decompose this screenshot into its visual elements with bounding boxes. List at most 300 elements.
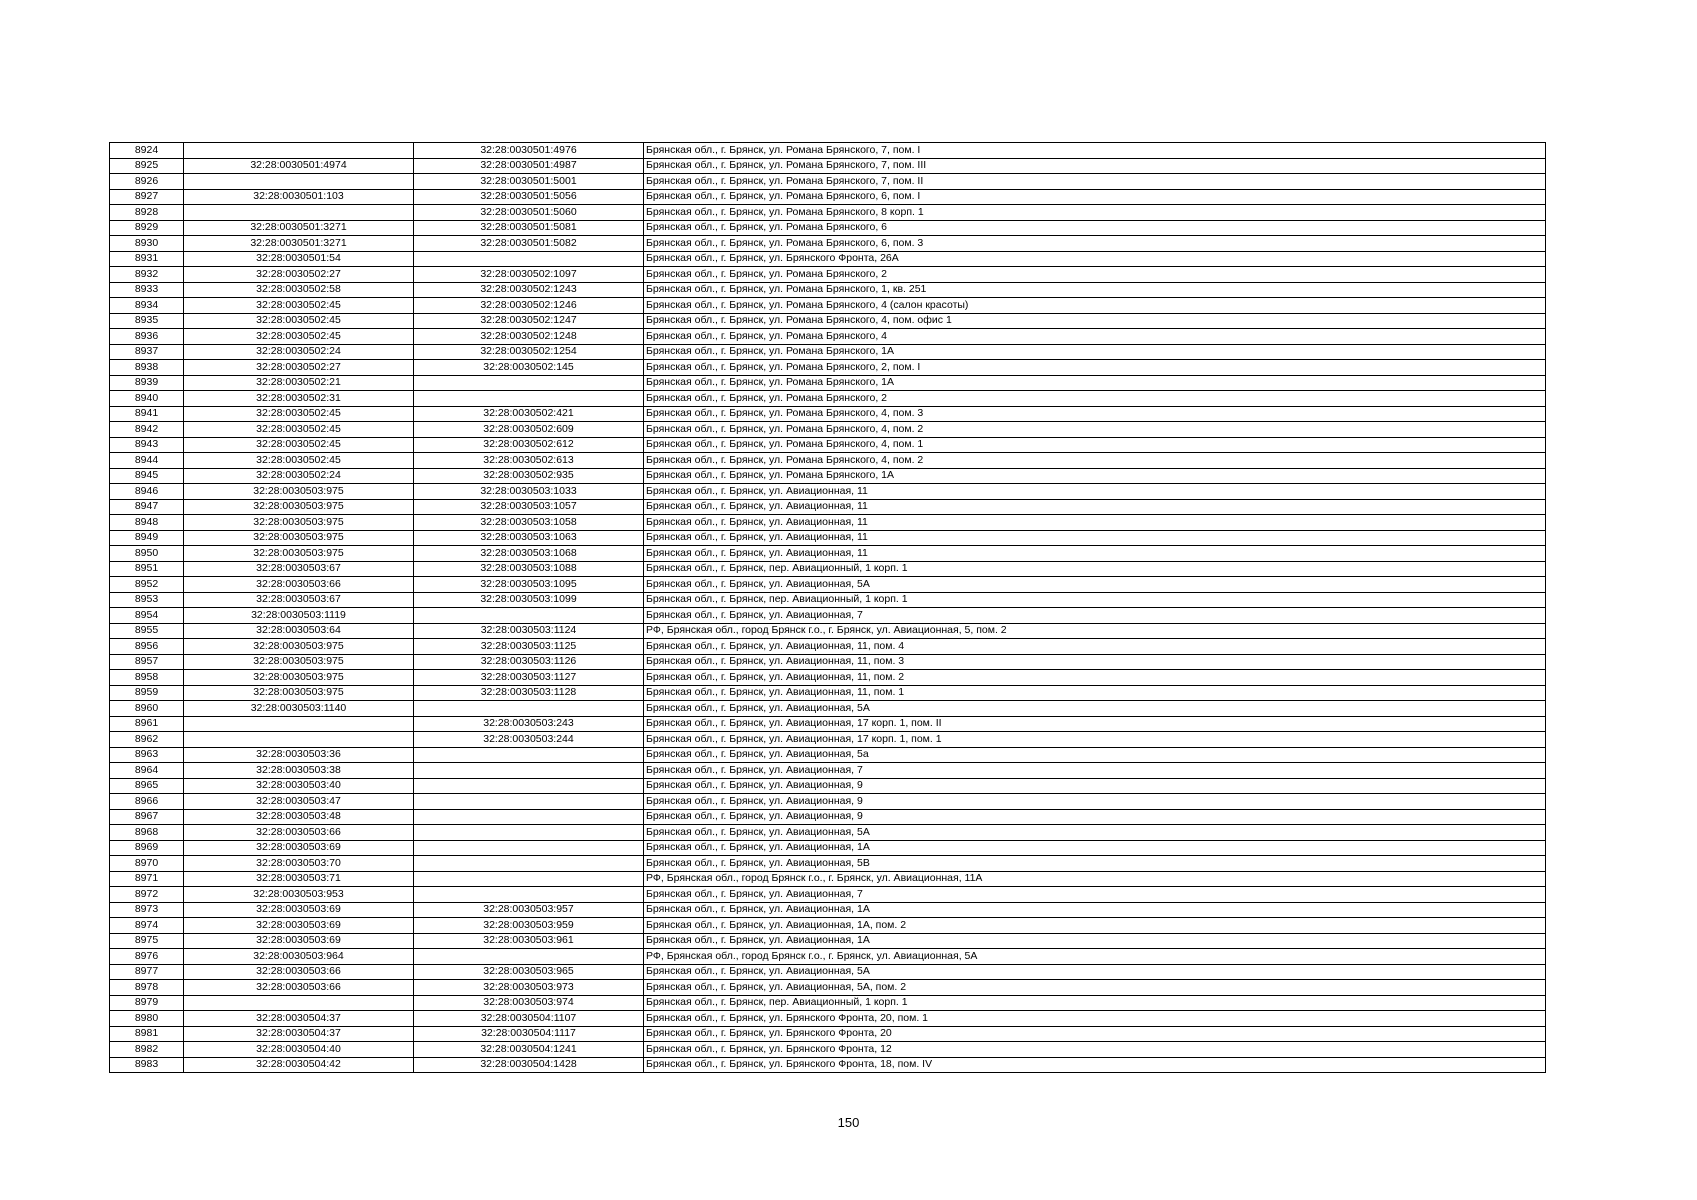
table-row [110, 716, 1546, 732]
table-row [110, 1011, 1546, 1027]
row-number-cell: 8966 [110, 794, 184, 810]
row-number-cell: 8954 [110, 608, 184, 624]
registry-table [109, 142, 1546, 1073]
cadastral-number-cell: 32:28:0030501:4987 [414, 158, 644, 174]
cadastral-number-cell: 32:28:0030503:1127 [414, 670, 644, 686]
table-row [110, 933, 1546, 949]
parent-cadastral-number-cell: 32:28:0030502:45 [184, 329, 414, 345]
table-row [110, 577, 1546, 593]
cadastral-number-cell [414, 701, 644, 717]
table-row [110, 453, 1546, 469]
address-cell: Брянская обл., г. Брянск, ул. Авиационная, 5А [644, 701, 1546, 717]
parent-cadastral-number-cell: 32:28:0030502:45 [184, 437, 414, 453]
address-cell: Брянская обл., г. Брянск, пер. Авиационный, 1 корп. 1 [644, 592, 1546, 608]
table-row [110, 236, 1546, 252]
row-number-cell: 8947 [110, 499, 184, 515]
row-number-cell: 8978 [110, 980, 184, 996]
row-number-cell: 8938 [110, 360, 184, 376]
parent-cadastral-number-cell: 32:28:0030503:975 [184, 499, 414, 515]
cadastral-number-cell: 32:28:0030501:4976 [414, 143, 644, 159]
row-number-cell: 8960 [110, 701, 184, 717]
table-row [110, 1026, 1546, 1042]
address-cell: Брянская обл., г. Брянск, ул. Авиационная, 1А, пом. 2 [644, 918, 1546, 934]
row-number-cell: 8932 [110, 267, 184, 283]
table-row [110, 747, 1546, 763]
cadastral-number-cell: 32:28:0030503:1033 [414, 484, 644, 500]
table-row [110, 887, 1546, 903]
address-cell: РФ, Брянская обл., город Брянск г.о., г. Брянск, ул. Авиационная, 11А [644, 871, 1546, 887]
parent-cadastral-number-cell: 32:28:0030503:964 [184, 949, 414, 965]
address-cell: Брянская обл., г. Брянск, ул. Романа Брянского, 6 [644, 220, 1546, 236]
row-number-cell: 8924 [110, 143, 184, 159]
cadastral-number-cell: 32:28:0030502:1248 [414, 329, 644, 345]
table-row [110, 1042, 1546, 1058]
cadastral-number-cell: 32:28:0030503:1068 [414, 546, 644, 562]
address-cell: Брянская обл., г. Брянск, ул. Романа Брянского, 1А [644, 375, 1546, 391]
address-cell: Брянская обл., г. Брянск, ул. Авиационная, 17 корп. 1, пом. 1 [644, 732, 1546, 748]
table-row [110, 701, 1546, 717]
row-number-cell: 8926 [110, 174, 184, 190]
cadastral-number-cell: 32:28:0030503:1126 [414, 654, 644, 670]
address-cell: Брянская обл., г. Брянск, ул. Авиационная, 11, пом. 3 [644, 654, 1546, 670]
cadastral-number-cell: 32:28:0030503:244 [414, 732, 644, 748]
row-number-cell: 8929 [110, 220, 184, 236]
row-number-cell: 8937 [110, 344, 184, 360]
table-row [110, 1057, 1546, 1073]
row-number-cell: 8979 [110, 995, 184, 1011]
cadastral-number-cell: 32:28:0030503:1099 [414, 592, 644, 608]
table-row [110, 220, 1546, 236]
table-row [110, 685, 1546, 701]
parent-cadastral-number-cell: 32:28:0030503:67 [184, 592, 414, 608]
row-number-cell: 8953 [110, 592, 184, 608]
cadastral-number-cell [414, 949, 644, 965]
cadastral-number-cell: 32:28:0030501:5082 [414, 236, 644, 252]
cadastral-number-cell [414, 840, 644, 856]
cadastral-number-cell: 32:28:0030503:1124 [414, 623, 644, 639]
row-number-cell: 8983 [110, 1057, 184, 1073]
address-cell: Брянская обл., г. Брянск, ул. Романа Брянского, 2 [644, 267, 1546, 283]
parent-cadastral-number-cell: 32:28:0030503:71 [184, 871, 414, 887]
address-cell: Брянская обл., г. Брянск, ул. Романа Брянского, 1, кв. 251 [644, 282, 1546, 298]
table-row [110, 670, 1546, 686]
table-row [110, 871, 1546, 887]
row-number-cell: 8945 [110, 468, 184, 484]
address-cell: Брянская обл., г. Брянск, ул. Брянского Фронта, 20 [644, 1026, 1546, 1042]
table-row [110, 732, 1546, 748]
parent-cadastral-number-cell: 32:28:0030502:24 [184, 344, 414, 360]
table-row [110, 484, 1546, 500]
table-row [110, 964, 1546, 980]
parent-cadastral-number-cell: 32:28:0030503:67 [184, 561, 414, 577]
address-cell: Брянская обл., г. Брянск, пер. Авиационный, 1 корп. 1 [644, 995, 1546, 1011]
parent-cadastral-number-cell: 32:28:0030502:27 [184, 267, 414, 283]
address-cell: Брянская обл., г. Брянск, ул. Брянского Фронта, 12 [644, 1042, 1546, 1058]
table-row [110, 251, 1546, 267]
row-number-cell: 8942 [110, 422, 184, 438]
row-number-cell: 8955 [110, 623, 184, 639]
row-number-cell: 8952 [110, 577, 184, 593]
parent-cadastral-number-cell: 32:28:0030503:953 [184, 887, 414, 903]
address-cell: Брянская обл., г. Брянск, ул. Авиационная, 1А [644, 933, 1546, 949]
row-number-cell: 8961 [110, 716, 184, 732]
row-number-cell: 8934 [110, 298, 184, 314]
parent-cadastral-number-cell: 32:28:0030503:975 [184, 670, 414, 686]
parent-cadastral-number-cell: 32:28:0030503:66 [184, 980, 414, 996]
address-cell: Брянская обл., г. Брянск, ул. Романа Брянского, 4, пом. 3 [644, 406, 1546, 422]
table-row [110, 995, 1546, 1011]
table-row [110, 360, 1546, 376]
address-cell: Брянская обл., г. Брянск, ул. Романа Брянского, 1А [644, 344, 1546, 360]
parent-cadastral-number-cell: 32:28:0030503:69 [184, 902, 414, 918]
row-number-cell: 8963 [110, 747, 184, 763]
row-number-cell: 8950 [110, 546, 184, 562]
address-cell: Брянская обл., г. Брянск, ул. Романа Брянского, 7, пом. I [644, 143, 1546, 159]
cadastral-number-cell: 32:28:0030502:1097 [414, 267, 644, 283]
address-cell: Брянская обл., г. Брянск, ул. Авиационная, 1А [644, 902, 1546, 918]
cadastral-number-cell [414, 778, 644, 794]
cadastral-number-cell: 32:28:0030503:1057 [414, 499, 644, 515]
address-cell: Брянская обл., г. Брянск, ул. Авиационная, 1А [644, 840, 1546, 856]
address-cell: Брянская обл., г. Брянск, ул. Авиационная, 11 [644, 484, 1546, 500]
table-row [110, 561, 1546, 577]
row-number-cell: 8980 [110, 1011, 184, 1027]
address-cell: Брянская обл., г. Брянск, ул. Романа Брянского, 7, пом. III [644, 158, 1546, 174]
parent-cadastral-number-cell: 32:28:0030503:69 [184, 933, 414, 949]
parent-cadastral-number-cell: 32:28:0030502:27 [184, 360, 414, 376]
table-row [110, 391, 1546, 407]
cadastral-number-cell [414, 856, 644, 872]
address-cell: Брянская обл., г. Брянск, ул. Авиационная, 5А [644, 825, 1546, 841]
row-number-cell: 8967 [110, 809, 184, 825]
row-number-cell: 8935 [110, 313, 184, 329]
table-row [110, 158, 1546, 174]
parent-cadastral-number-cell: 32:28:0030503:70 [184, 856, 414, 872]
cadastral-number-cell: 32:28:0030502:612 [414, 437, 644, 453]
cadastral-number-cell: 32:28:0030503:1058 [414, 515, 644, 531]
address-cell: Брянская обл., г. Брянск, ул. Романа Брянского, 7, пом. II [644, 174, 1546, 190]
address-cell: РФ, Брянская обл., город Брянск г.о., г. Брянск, ул. Авиационная, 5, пом. 2 [644, 623, 1546, 639]
cadastral-number-cell: 32:28:0030503:965 [414, 964, 644, 980]
table-row [110, 298, 1546, 314]
table-row [110, 623, 1546, 639]
cadastral-number-cell [414, 608, 644, 624]
cadastral-number-cell: 32:28:0030504:1107 [414, 1011, 644, 1027]
row-number-cell: 8940 [110, 391, 184, 407]
address-cell: Брянская обл., г. Брянск, ул. Авиационная, 17 корп. 1, пом. II [644, 716, 1546, 732]
row-number-cell: 8956 [110, 639, 184, 655]
row-number-cell: 8970 [110, 856, 184, 872]
cadastral-number-cell: 32:28:0030503:243 [414, 716, 644, 732]
cadastral-number-cell: 32:28:0030503:1128 [414, 685, 644, 701]
cadastral-number-cell: 32:28:0030503:1088 [414, 561, 644, 577]
parent-cadastral-number-cell: 32:28:0030503:975 [184, 484, 414, 500]
address-cell: Брянская обл., г. Брянск, ул. Авиационная, 9 [644, 778, 1546, 794]
table-row [110, 515, 1546, 531]
table-row [110, 344, 1546, 360]
cadastral-number-cell [414, 871, 644, 887]
parent-cadastral-number-cell: 32:28:0030503:66 [184, 825, 414, 841]
address-cell: Брянская обл., г. Брянск, пер. Авиационный, 1 корп. 1 [644, 561, 1546, 577]
parent-cadastral-number-cell: 32:28:0030503:975 [184, 639, 414, 655]
row-number-cell: 8930 [110, 236, 184, 252]
parent-cadastral-number-cell: 32:28:0030501:54 [184, 251, 414, 267]
parent-cadastral-number-cell: 32:28:0030503:975 [184, 546, 414, 562]
table-row [110, 546, 1546, 562]
parent-cadastral-number-cell: 32:28:0030502:21 [184, 375, 414, 391]
table-row [110, 856, 1546, 872]
cadastral-number-cell: 32:28:0030501:5001 [414, 174, 644, 190]
row-number-cell: 8936 [110, 329, 184, 345]
cadastral-number-cell: 32:28:0030503:973 [414, 980, 644, 996]
cadastral-number-cell: 32:28:0030502:609 [414, 422, 644, 438]
cadastral-number-cell: 32:28:0030501:5060 [414, 205, 644, 221]
parent-cadastral-number-cell: 32:28:0030502:24 [184, 468, 414, 484]
table-row [110, 468, 1546, 484]
cadastral-number-cell: 32:28:0030504:1241 [414, 1042, 644, 1058]
cadastral-number-cell: 32:28:0030502:145 [414, 360, 644, 376]
cadastral-number-cell: 32:28:0030503:1063 [414, 530, 644, 546]
table-row [110, 778, 1546, 794]
table-row [110, 267, 1546, 283]
parent-cadastral-number-cell: 32:28:0030502:31 [184, 391, 414, 407]
parent-cadastral-number-cell: 32:28:0030502:45 [184, 422, 414, 438]
row-number-cell: 8946 [110, 484, 184, 500]
address-cell: Брянская обл., г. Брянск, ул. Романа Брянского, 4, пом. офис 1 [644, 313, 1546, 329]
row-number-cell: 8949 [110, 530, 184, 546]
row-number-cell: 8933 [110, 282, 184, 298]
parent-cadastral-number-cell [184, 143, 414, 159]
row-number-cell: 8982 [110, 1042, 184, 1058]
cadastral-number-cell [414, 825, 644, 841]
parent-cadastral-number-cell: 32:28:0030503:1119 [184, 608, 414, 624]
table-row [110, 422, 1546, 438]
cadastral-number-cell: 32:28:0030503:1125 [414, 639, 644, 655]
table-row [110, 282, 1546, 298]
address-cell: Брянская обл., г. Брянск, ул. Авиационная, 5А, пом. 2 [644, 980, 1546, 996]
address-cell: Брянская обл., г. Брянск, ул. Авиационная, 11 [644, 515, 1546, 531]
table-row [110, 406, 1546, 422]
parent-cadastral-number-cell: 32:28:0030504:37 [184, 1011, 414, 1027]
parent-cadastral-number-cell: 32:28:0030504:37 [184, 1026, 414, 1042]
table-row [110, 654, 1546, 670]
parent-cadastral-number-cell: 32:28:0030502:45 [184, 298, 414, 314]
cadastral-number-cell: 32:28:0030502:613 [414, 453, 644, 469]
table-row [110, 205, 1546, 221]
address-cell: РФ, Брянская обл., город Брянск г.о., г. Брянск, ул. Авиационная, 5А [644, 949, 1546, 965]
parent-cadastral-number-cell [184, 174, 414, 190]
parent-cadastral-number-cell: 32:28:0030503:975 [184, 685, 414, 701]
address-cell: Брянская обл., г. Брянск, ул. Авиационная, 11 [644, 499, 1546, 515]
parent-cadastral-number-cell: 32:28:0030503:66 [184, 964, 414, 980]
row-number-cell: 8939 [110, 375, 184, 391]
cadastral-number-cell [414, 763, 644, 779]
parent-cadastral-number-cell: 32:28:0030503:975 [184, 530, 414, 546]
table-row [110, 639, 1546, 655]
row-number-cell: 8931 [110, 251, 184, 267]
cadastral-number-cell [414, 887, 644, 903]
table-row [110, 189, 1546, 205]
parent-cadastral-number-cell: 32:28:0030501:3271 [184, 236, 414, 252]
parent-cadastral-number-cell: 32:28:0030503:1140 [184, 701, 414, 717]
address-cell: Брянская обл., г. Брянск, ул. Авиационная, 11 [644, 546, 1546, 562]
table-row [110, 825, 1546, 841]
cadastral-number-cell [414, 375, 644, 391]
cadastral-number-cell: 32:28:0030502:1243 [414, 282, 644, 298]
parent-cadastral-number-cell: 32:28:0030503:975 [184, 654, 414, 670]
row-number-cell: 8928 [110, 205, 184, 221]
table-row [110, 375, 1546, 391]
parent-cadastral-number-cell [184, 205, 414, 221]
address-cell: Брянская обл., г. Брянск, ул. Брянского Фронта, 18, пом. IV [644, 1057, 1546, 1073]
parent-cadastral-number-cell: 32:28:0030503:69 [184, 918, 414, 934]
row-number-cell: 8968 [110, 825, 184, 841]
row-number-cell: 8951 [110, 561, 184, 577]
address-cell: Брянская обл., г. Брянск, ул. Авиационная, 11, пом. 2 [644, 670, 1546, 686]
table-row [110, 313, 1546, 329]
address-cell: Брянская обл., г. Брянск, ул. Романа Брянского, 4, пом. 1 [644, 437, 1546, 453]
address-cell: Брянская обл., г. Брянск, ул. Авиационная, 7 [644, 608, 1546, 624]
cadastral-number-cell: 32:28:0030502:1247 [414, 313, 644, 329]
cadastral-number-cell [414, 251, 644, 267]
address-cell: Брянская обл., г. Брянск, ул. Романа Брянского, 2 [644, 391, 1546, 407]
table-row [110, 840, 1546, 856]
cadastral-number-cell: 32:28:0030502:935 [414, 468, 644, 484]
parent-cadastral-number-cell: 32:28:0030504:40 [184, 1042, 414, 1058]
row-number-cell: 8943 [110, 437, 184, 453]
address-cell: Брянская обл., г. Брянск, ул. Авиационная, 11, пом. 1 [644, 685, 1546, 701]
table-row [110, 437, 1546, 453]
address-cell: Брянская обл., г. Брянск, ул. Брянского Фронта, 20, пом. 1 [644, 1011, 1546, 1027]
parent-cadastral-number-cell: 32:28:0030502:58 [184, 282, 414, 298]
address-cell: Брянская обл., г. Брянск, ул. Романа Брянского, 8 корп. 1 [644, 205, 1546, 221]
address-cell: Брянская обл., г. Брянск, ул. Романа Брянского, 4, пом. 2 [644, 453, 1546, 469]
parent-cadastral-number-cell: 32:28:0030502:45 [184, 406, 414, 422]
table-row [110, 592, 1546, 608]
row-number-cell: 8958 [110, 670, 184, 686]
row-number-cell: 8977 [110, 964, 184, 980]
parent-cadastral-number-cell [184, 732, 414, 748]
table-row [110, 902, 1546, 918]
address-cell: Брянская обл., г. Брянск, ул. Авиационная, 7 [644, 763, 1546, 779]
cadastral-number-cell: 32:28:0030504:1428 [414, 1057, 644, 1073]
address-cell: Брянская обл., г. Брянск, ул. Авиационная, 5а [644, 747, 1546, 763]
address-cell: Брянская обл., г. Брянск, ул. Романа Брянского, 1А [644, 468, 1546, 484]
row-number-cell: 8948 [110, 515, 184, 531]
address-cell: Брянская обл., г. Брянск, ул. Брянского Фронта, 26А [644, 251, 1546, 267]
row-number-cell: 8981 [110, 1026, 184, 1042]
address-cell: Брянская обл., г. Брянск, ул. Авиационная, 9 [644, 809, 1546, 825]
parent-cadastral-number-cell: 32:28:0030503:48 [184, 809, 414, 825]
parent-cadastral-number-cell: 32:28:0030502:45 [184, 313, 414, 329]
table-row [110, 499, 1546, 515]
address-cell: Брянская обл., г. Брянск, ул. Романа Брянского, 6, пом. I [644, 189, 1546, 205]
address-cell: Брянская обл., г. Брянск, ул. Романа Брянского, 6, пом. 3 [644, 236, 1546, 252]
address-cell: Брянская обл., г. Брянск, ул. Романа Брянского, 2, пом. I [644, 360, 1546, 376]
parent-cadastral-number-cell: 32:28:0030501:4974 [184, 158, 414, 174]
cadastral-number-cell: 32:28:0030501:5056 [414, 189, 644, 205]
parent-cadastral-number-cell: 32:28:0030503:64 [184, 623, 414, 639]
table-row [110, 329, 1546, 345]
parent-cadastral-number-cell [184, 995, 414, 1011]
table-row [110, 918, 1546, 934]
cadastral-number-cell: 32:28:0030504:1117 [414, 1026, 644, 1042]
cadastral-number-cell: 32:28:0030503:1095 [414, 577, 644, 593]
address-cell: Брянская обл., г. Брянск, ул. Романа Брянского, 4 [644, 329, 1546, 345]
table-row [110, 608, 1546, 624]
cadastral-number-cell [414, 809, 644, 825]
cadastral-number-cell [414, 747, 644, 763]
address-cell: Брянская обл., г. Брянск, ул. Авиационная, 9 [644, 794, 1546, 810]
address-cell: Брянская обл., г. Брянск, ул. Романа Брянского, 4 (салон красоты) [644, 298, 1546, 314]
cadastral-number-cell: 32:28:0030502:1246 [414, 298, 644, 314]
table-row [110, 763, 1546, 779]
row-number-cell: 8971 [110, 871, 184, 887]
cadastral-number-cell: 32:28:0030501:5081 [414, 220, 644, 236]
parent-cadastral-number-cell: 32:28:0030503:47 [184, 794, 414, 810]
row-number-cell: 8969 [110, 840, 184, 856]
address-cell: Брянская обл., г. Брянск, ул. Авиационная, 5В [644, 856, 1546, 872]
table-row [110, 794, 1546, 810]
row-number-cell: 8965 [110, 778, 184, 794]
parent-cadastral-number-cell: 32:28:0030501:103 [184, 189, 414, 205]
table-row [110, 980, 1546, 996]
address-cell: Брянская обл., г. Брянск, ул. Авиационная, 11 [644, 530, 1546, 546]
parent-cadastral-number-cell: 32:28:0030503:36 [184, 747, 414, 763]
parent-cadastral-number-cell: 32:28:0030503:66 [184, 577, 414, 593]
cadastral-number-cell [414, 794, 644, 810]
registry-table-body [110, 143, 1546, 1073]
cadastral-number-cell: 32:28:0030502:421 [414, 406, 644, 422]
table-row [110, 809, 1546, 825]
address-cell: Брянская обл., г. Брянск, ул. Авиационная, 5А [644, 577, 1546, 593]
parent-cadastral-number-cell: 32:28:0030503:69 [184, 840, 414, 856]
cadastral-number-cell: 32:28:0030503:957 [414, 902, 644, 918]
table-row [110, 949, 1546, 965]
address-cell: Брянская обл., г. Брянск, ул. Авиационная, 11, пом. 4 [644, 639, 1546, 655]
parent-cadastral-number-cell: 32:28:0030503:38 [184, 763, 414, 779]
row-number-cell: 8944 [110, 453, 184, 469]
cadastral-number-cell: 32:28:0030503:961 [414, 933, 644, 949]
row-number-cell: 8972 [110, 887, 184, 903]
cadastral-number-cell [414, 391, 644, 407]
address-cell: Брянская обл., г. Брянск, ул. Романа Брянского, 4, пом. 2 [644, 422, 1546, 438]
row-number-cell: 8925 [110, 158, 184, 174]
address-cell: Брянская обл., г. Брянск, ул. Авиационная, 5А [644, 964, 1546, 980]
table-row [110, 174, 1546, 190]
table-row [110, 530, 1546, 546]
row-number-cell: 8957 [110, 654, 184, 670]
cadastral-number-cell: 32:28:0030503:959 [414, 918, 644, 934]
parent-cadastral-number-cell: 32:28:0030503:40 [184, 778, 414, 794]
row-number-cell: 8973 [110, 902, 184, 918]
page-number: 150 [837, 1115, 860, 1130]
parent-cadastral-number-cell: 32:28:0030504:42 [184, 1057, 414, 1073]
parent-cadastral-number-cell: 32:28:0030501:3271 [184, 220, 414, 236]
cadastral-number-cell: 32:28:0030502:1254 [414, 344, 644, 360]
parent-cadastral-number-cell: 32:28:0030503:975 [184, 515, 414, 531]
row-number-cell: 8959 [110, 685, 184, 701]
row-number-cell: 8964 [110, 763, 184, 779]
row-number-cell: 8941 [110, 406, 184, 422]
parent-cadastral-number-cell [184, 716, 414, 732]
row-number-cell: 8975 [110, 933, 184, 949]
cadastral-number-cell: 32:28:0030503:974 [414, 995, 644, 1011]
row-number-cell: 8976 [110, 949, 184, 965]
address-cell: Брянская обл., г. Брянск, ул. Авиационная, 7 [644, 887, 1546, 903]
row-number-cell: 8927 [110, 189, 184, 205]
row-number-cell: 8974 [110, 918, 184, 934]
